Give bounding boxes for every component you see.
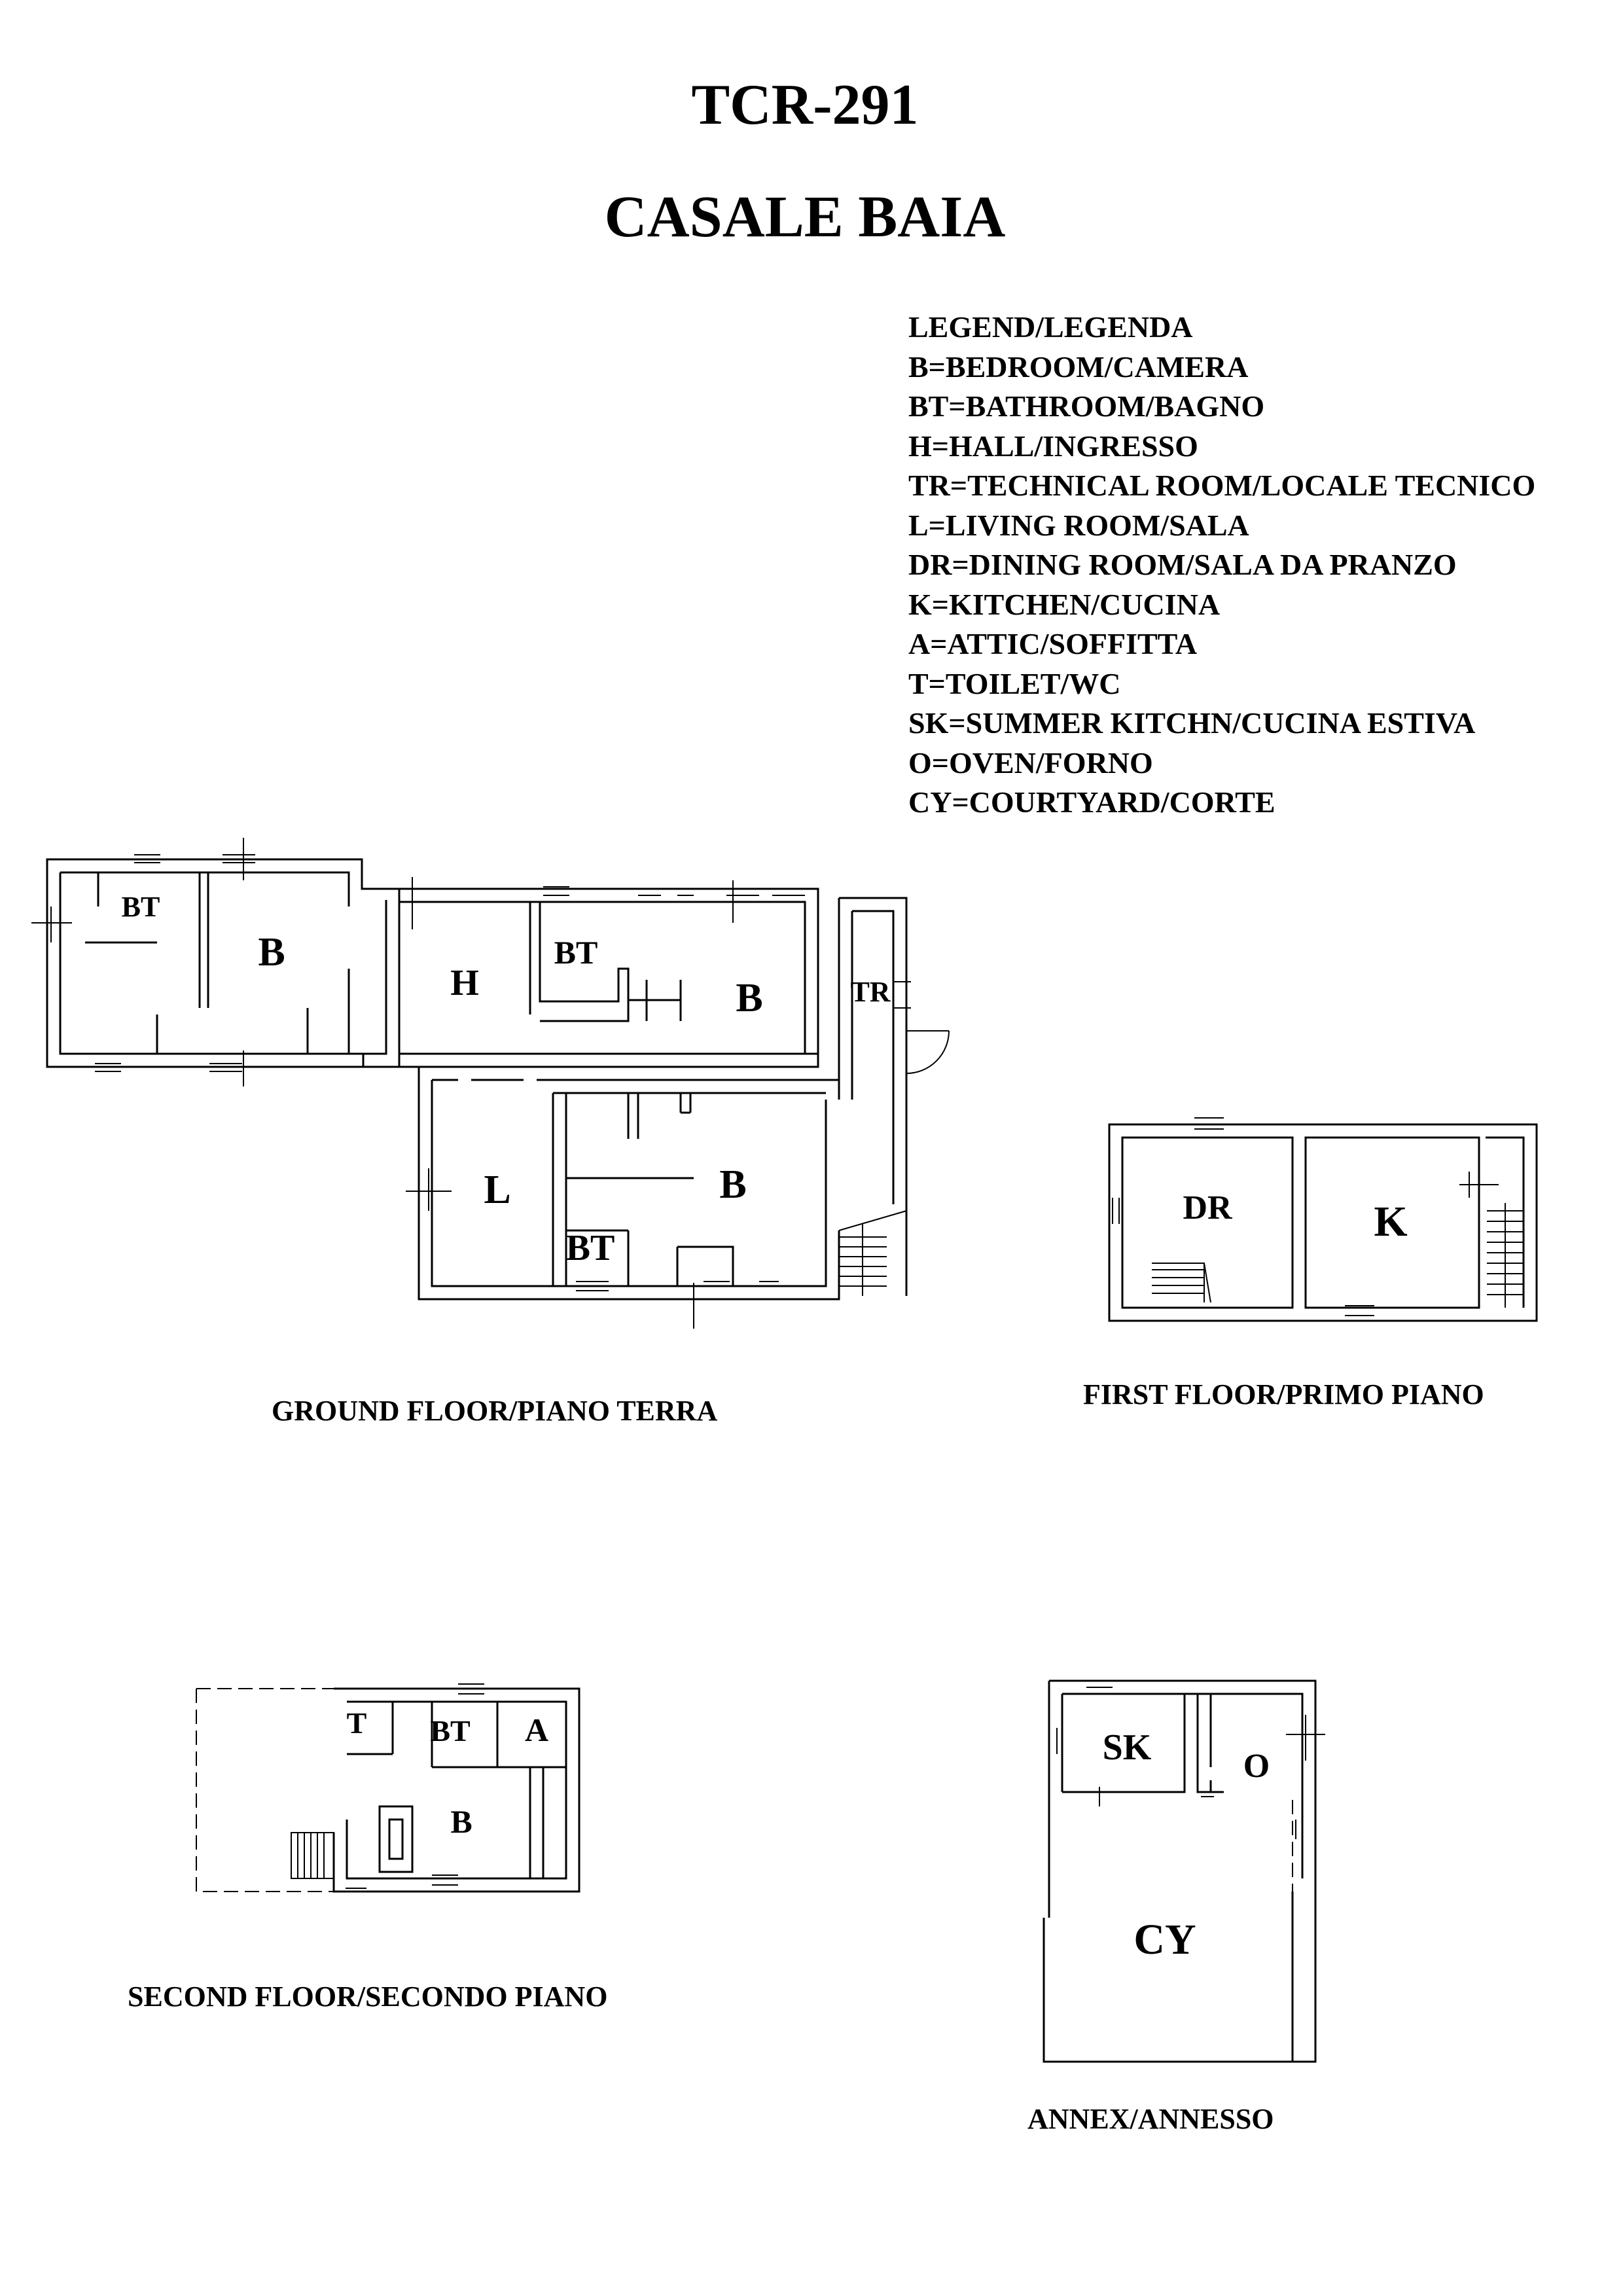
legend-item-bt: BT=BATHROOM/BAGNO [908,389,1265,423]
legend-item-k: K=KITCHEN/CUCINA [908,587,1221,621]
room-label: B [258,930,285,975]
property-name: CASALE BAIA [604,185,1006,249]
property-code: TCR-291 [691,73,919,137]
first-floor-caption: FIRST FLOOR/PRIMO PIANO [1083,1378,1484,1410]
legend-item-tr: TR=TECHNICAL ROOM/LOCALE TECNICO [908,469,1536,502]
second-floor-plan [196,1684,579,1892]
room-label: DR [1183,1189,1232,1227]
room-label: B [719,1162,747,1207]
room-label: K [1374,1198,1408,1246]
room-label: H [450,963,479,1003]
room-label: TR [850,976,891,1008]
legend-item-l: L=LIVING ROOM/SALA [908,508,1249,542]
room-label: T [346,1706,367,1740]
legend-item-sk: SK=SUMMER KITCHN/CUCINA ESTIVA [908,706,1476,740]
legend-item-cy: CY=COURTYARD/CORTE [908,785,1275,819]
room-label: BT [430,1714,471,1748]
room-label: B [450,1803,473,1840]
annex-plan [1044,1681,1325,2062]
legend-item-t: T=TOILET/WC [908,666,1121,700]
room-label: A [524,1712,549,1748]
room-label: BT [554,934,598,971]
legend-title: LEGEND/LEGENDA [908,310,1193,344]
first-floor-plan [1109,1118,1537,1321]
room-label: CY [1133,1916,1196,1964]
room-label: B [736,976,763,1020]
legend-item-b: B=BEDROOM/CAMERA [908,350,1249,384]
second-floor-caption: SECOND FLOOR/SECONDO PIANO [128,1981,608,2013]
room-label: BT [565,1228,615,1268]
room-label: L [484,1168,511,1212]
legend-item-o: O=OVEN/FORNO [908,745,1153,780]
legend-item-a: A=ATTIC/SOFFITTA [908,627,1198,660]
ground-floor-plan [31,838,949,1329]
ground-floor-caption: GROUND FLOOR/PIANO TERRA [272,1395,718,1427]
legend-item-dr: DR=DINING ROOM/SALA DA PRANZO [908,548,1457,581]
room-label: SK [1102,1727,1152,1768]
annex-caption: ANNEX/ANNESSO [1027,2103,1274,2135]
legend-item-h: H=HALL/INGRESSO [908,429,1198,463]
room-label: O [1243,1748,1270,1785]
room-label: BT [121,891,160,923]
